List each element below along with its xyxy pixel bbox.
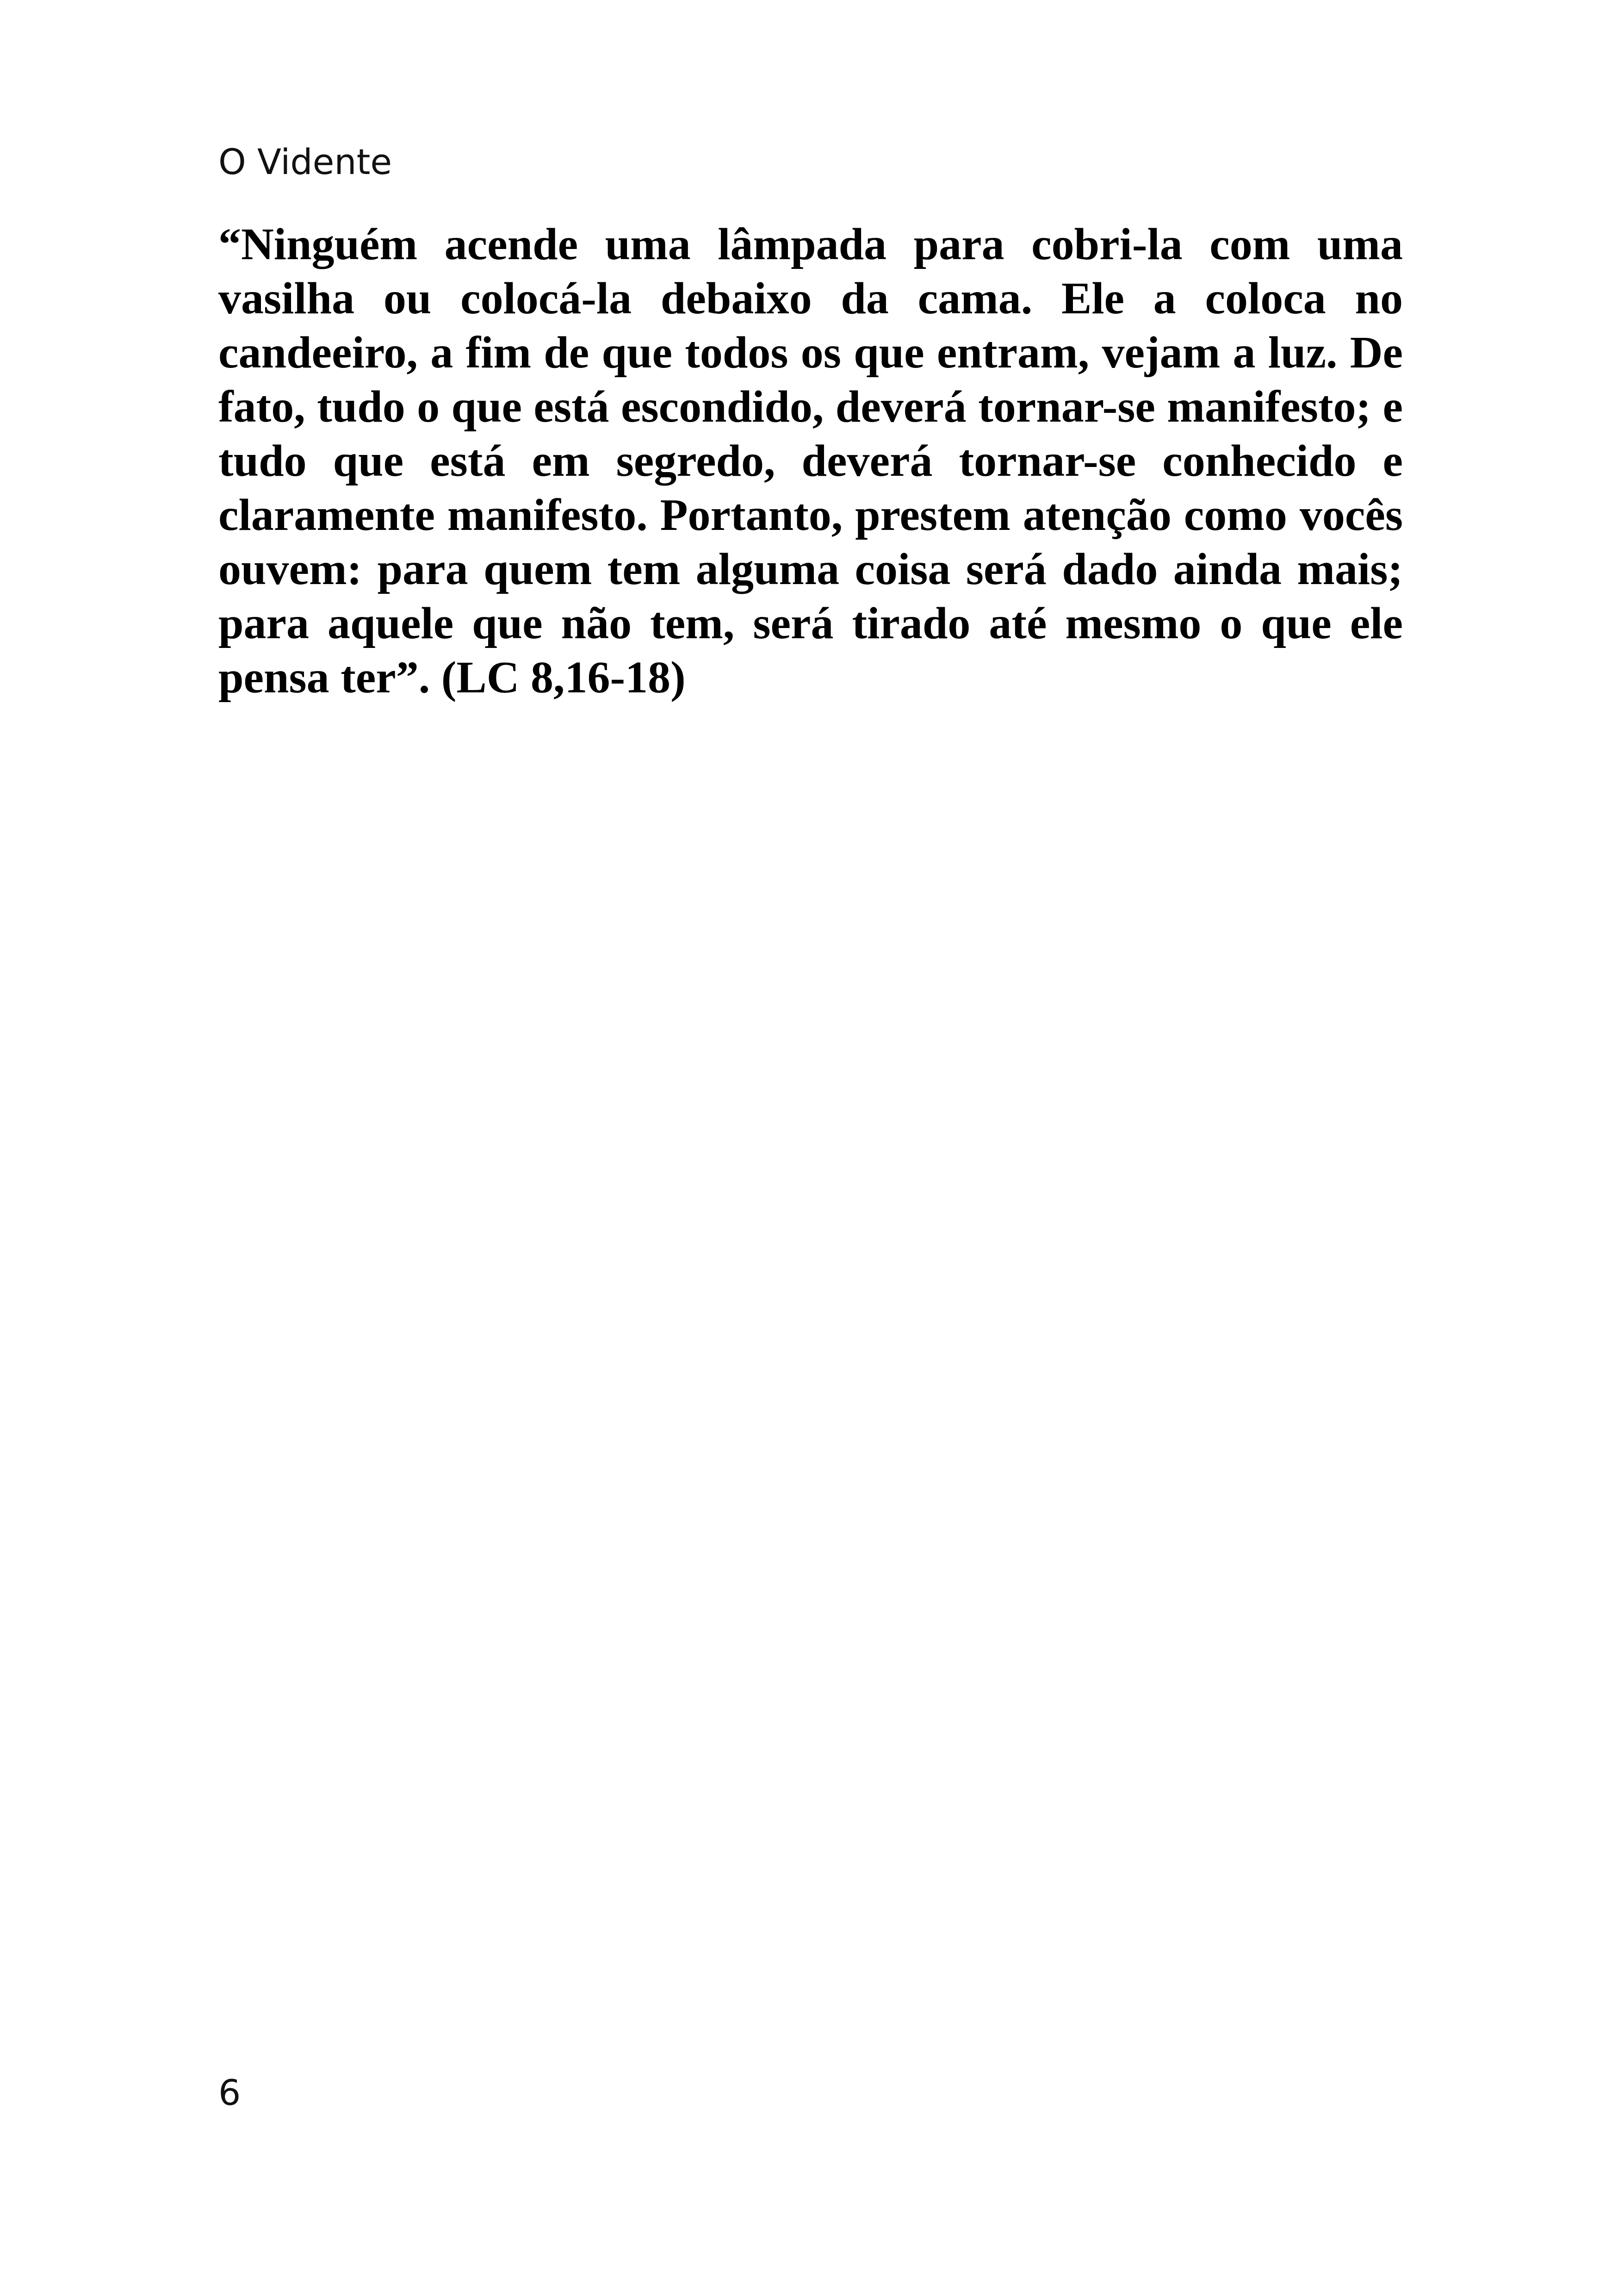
- scripture-quote: “Ninguém acende uma lâmpada para cobri-la com uma vasilha ou colocá-la debaixo da cama. Ele a coloca no candeeiro, a fim de que todos os que entram, vejam a luz. De fato, tudo o que está escondido, deverá tornar-se manifesto; e tudo que está em segredo, deverá tornar-se conhecido e claramente manifesto. Portanto, prestem atenção como vocês ouvem: para quem tem alguma coisa será dado ainda mais; para aquele que não tem, será tirado até mesmo o que ele pensa ter”. (LC 8,16-18): [218, 219, 1403, 703]
- running-header: O Vidente: [218, 141, 392, 182]
- page-number: 6: [218, 2072, 241, 2113]
